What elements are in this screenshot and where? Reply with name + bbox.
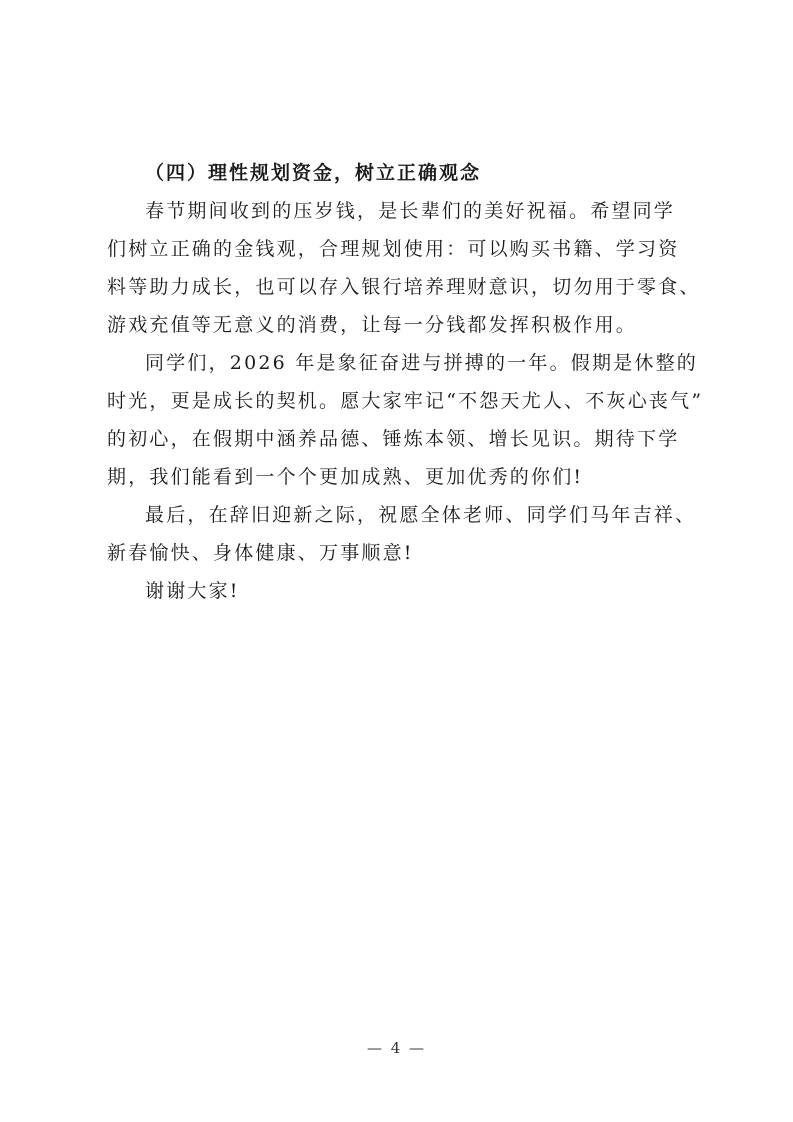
paragraph-line: 的初心，在假期中涵养品德、锤炼本领、增长见识。期待下学 xyxy=(107,428,680,450)
paragraph-pocket-money xyxy=(107,192,701,344)
paragraph-line: 新春愉快、身体健康、万事顺意! xyxy=(107,542,414,564)
paragraph-blessing xyxy=(107,496,697,572)
paragraph-line: 春节期间收到的压岁钱，是长辈们的美好祝福。希望同学 xyxy=(145,200,676,222)
paragraph-thanks xyxy=(107,572,687,610)
paragraph-line: 时光，更是成长的契机。愿大家牢记“不怨天尤人、不灰心丧气” xyxy=(107,390,704,412)
paragraph-line: 最后，在辞旧迎新之际，祝愿全体老师、同学们马年吉祥、 xyxy=(145,504,697,526)
paragraph-line: 谢谢大家! xyxy=(145,580,240,602)
section-heading: （四）理性规划资金，树立正确观念 xyxy=(145,162,482,184)
paragraph-line: 同学们，2026 年是象征奋进与拼搏的一年。假期是休整的 xyxy=(145,352,698,374)
paragraph-line: 期，我们能看到一个个更加成熟、更加优秀的你们! xyxy=(107,466,584,488)
paragraph-line: 们树立正确的金钱观，合理规划使用：可以购买书籍、学习资 xyxy=(107,238,680,260)
paragraph-new-year xyxy=(107,344,704,496)
page-number: — 4 — xyxy=(366,1039,427,1057)
paragraph-line: 游戏充值等无意义的消费，让每一分钱都发挥积极作用。 xyxy=(107,314,638,336)
document-body xyxy=(107,154,704,610)
paragraph-line: 料等助力成长，也可以存入银行培养理财意识，切勿用于零食、 xyxy=(107,276,701,298)
